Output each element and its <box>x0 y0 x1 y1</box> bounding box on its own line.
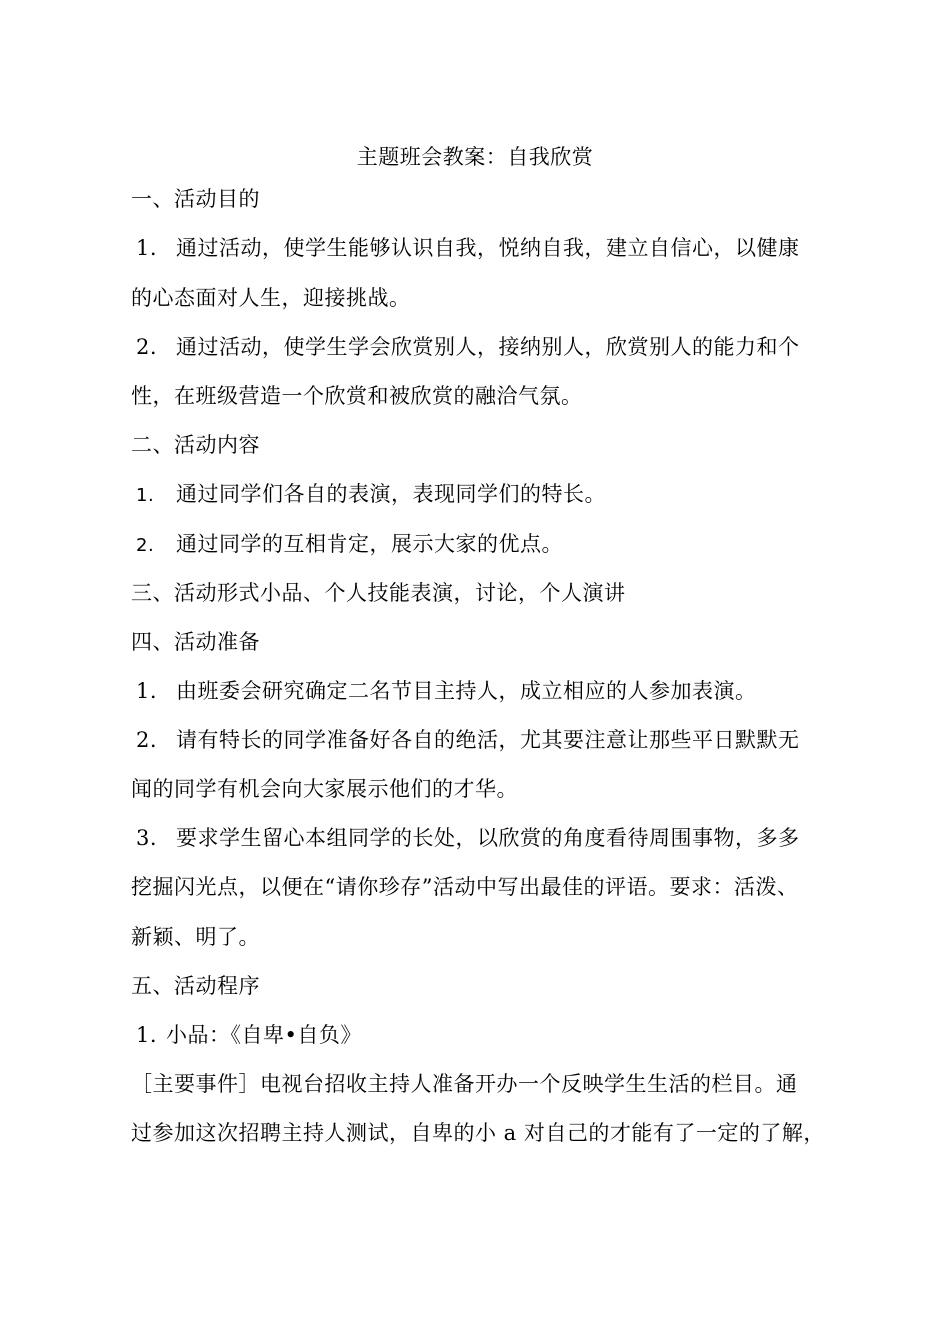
paragraph-line: 过参加这次招聘主持人测试，自卑的小 a 对自己的才能有了一定的了解， <box>131 1121 825 1145</box>
list-item-text: 请有特长的同学准备好各自的绝活，尤其要注意让那些平日默默无 <box>176 728 800 752</box>
list-item-number: 2. <box>136 535 155 556</box>
section-heading-procedure: 五、活动程序 <box>131 974 260 998</box>
section-heading-format: 三、活动形式小品、个人技能表演，讨论，个人演讲 <box>131 581 626 605</box>
list-item-text: 要求学生留心本组同学的长处，以欣赏的角度看待周围事物，多多 <box>176 826 800 850</box>
list-item-number: 1. <box>136 679 158 703</box>
section-heading-preparation: 四、活动准备 <box>131 630 260 654</box>
list-item-text: 通过同学们各自的表演，表现同学们的特长。 <box>176 482 606 506</box>
list-item <box>136 823 836 853</box>
list-item-continuation: 的心态面对人生，迎接挑战。 <box>131 286 411 310</box>
list-item-text: 由班委会研究确定二名节目主持人，成立相应的人参加表演。 <box>176 679 757 703</box>
section-heading-content: 二、活动内容 <box>131 433 260 457</box>
list-item-number: 2. <box>136 728 158 752</box>
list-item-continuation: 新颖、明了。 <box>131 925 260 949</box>
list-item-text: 通过同学的互相肯定，展示大家的优点。 <box>176 532 563 556</box>
paragraph-line: ［主要事件］电视台招收主持人准备开办一个反映学生生活的栏目。通 <box>131 1072 798 1096</box>
list-item <box>136 332 836 362</box>
list-item-number: 1. <box>136 485 155 506</box>
list-item <box>136 233 836 263</box>
list-item <box>136 529 836 561</box>
list-item <box>136 1020 836 1050</box>
list-item <box>136 725 836 755</box>
list-item-number: 3. <box>136 826 158 850</box>
list-item-text: 通过活动，使学生能够认识自我，悦纳自我，建立自信心，以健康 <box>176 236 800 260</box>
list-item-continuation: 挖掘闪光点，以便在“请你珍存”活动中写出最佳的评语。要求：活泼、 <box>131 875 799 899</box>
list-item-text: 通过活动，使学生学会欣赏别人，接纳别人，欣赏别人的能力和个 <box>176 335 800 359</box>
list-item-text: 小品：《自卑•自负》 <box>166 1023 362 1047</box>
list-item <box>136 676 836 706</box>
list-item-continuation: 性，在班级营造一个欣赏和被欣赏的融洽气氛。 <box>131 384 583 408</box>
document-title: 主题班会教案：自我欣赏 <box>356 145 594 169</box>
list-item-number: 2. <box>136 335 158 359</box>
list-item-number: 1. <box>136 1023 158 1047</box>
list-item-continuation: 闻的同学有机会向大家展示他们的才华。 <box>131 777 518 801</box>
list-item <box>136 479 836 511</box>
section-heading-purpose: 一、活动目的 <box>131 187 260 211</box>
list-item-number: 1. <box>136 236 158 260</box>
